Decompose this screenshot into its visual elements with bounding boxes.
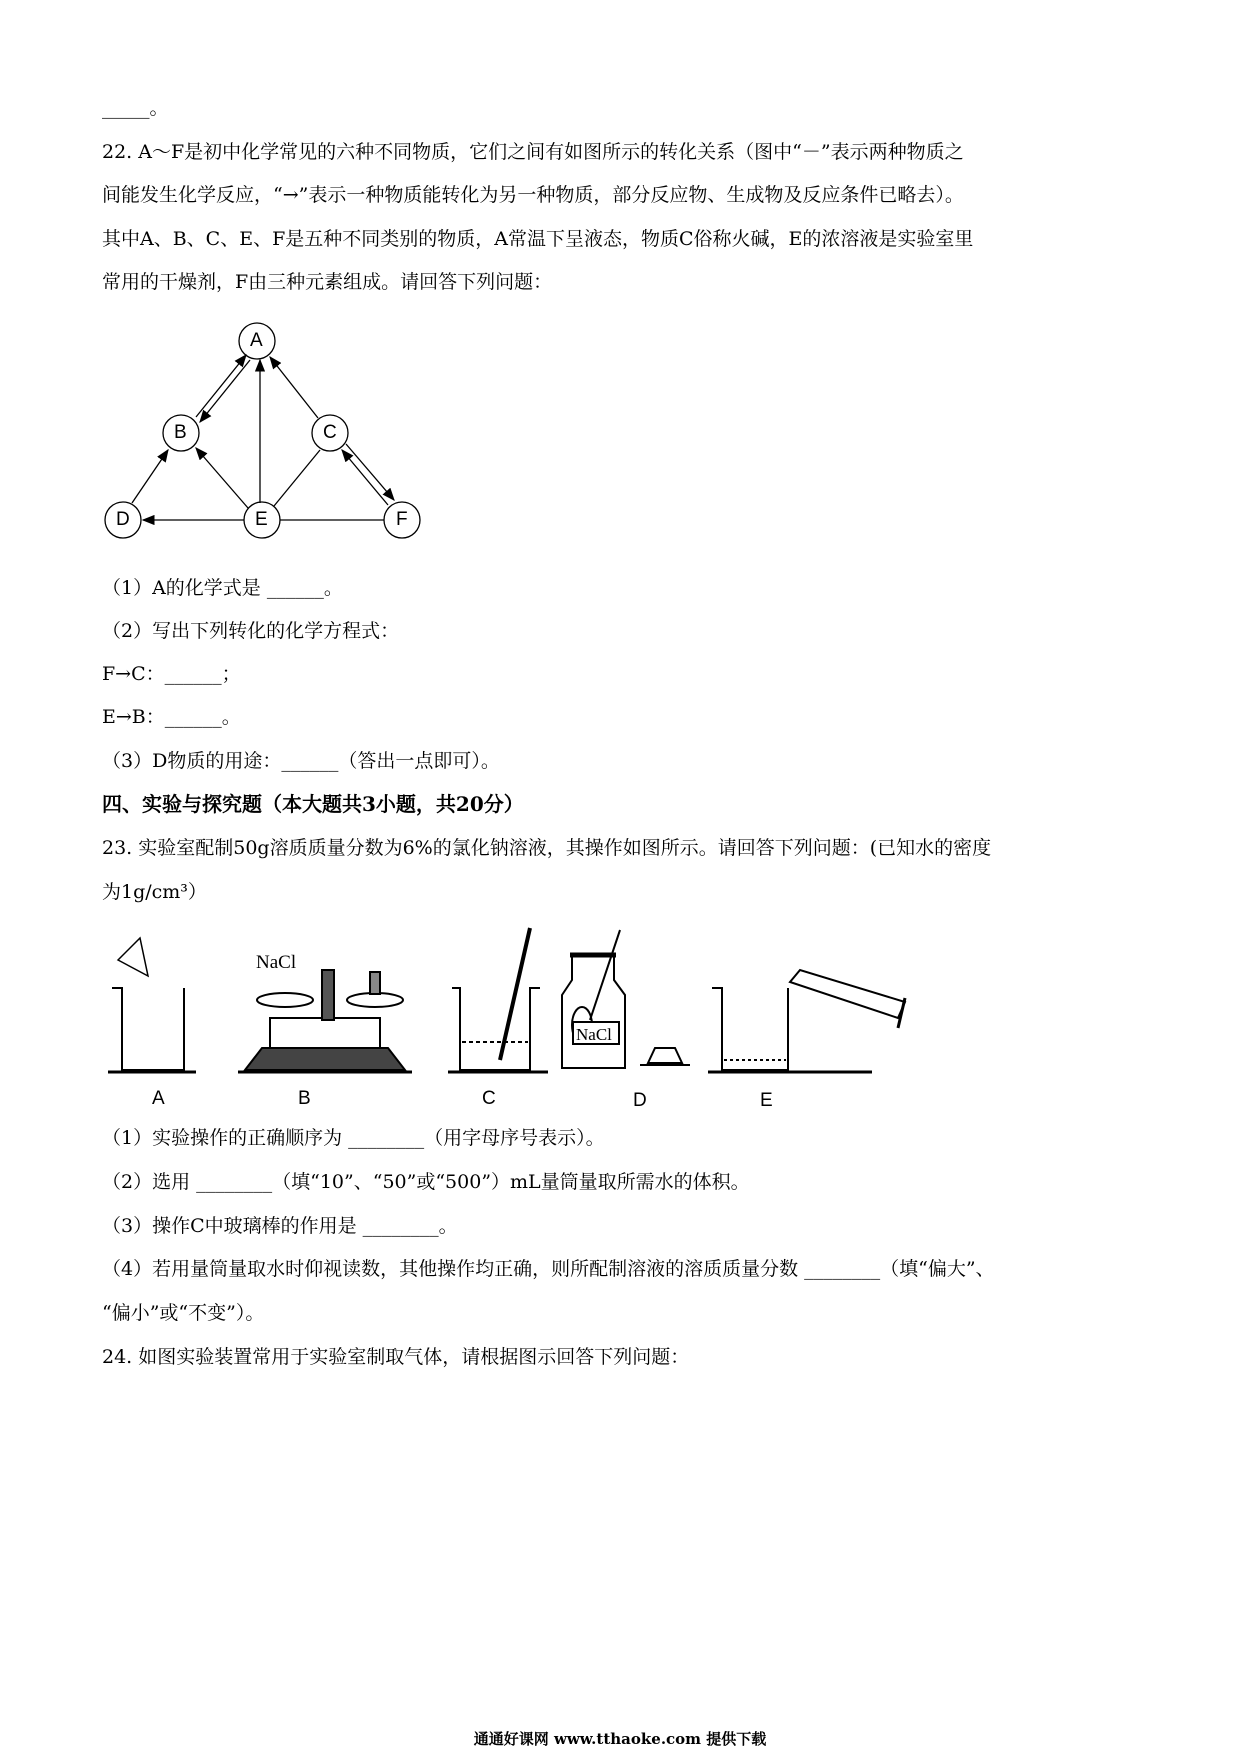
step-label-d: D <box>633 1090 647 1111</box>
text-line: 常用的干燥剂，F由三种元素组成。请回答下列问题： <box>102 271 553 293</box>
node-f: F <box>396 509 408 530</box>
section-heading: 四、实验与探究题（本大题共3小题，共20分） <box>102 792 524 816</box>
question-22-text: 22. A～F是初中化学常见的六种不同物质，它们之间有如图所示的转化关系（图中“－”表示两种物质之 <box>102 141 964 163</box>
question-23-4: （4）若用量筒量取水时仰视读数，其他操作均正确，则所配制溶液的溶质质量分数 ________（填“偏大”、 <box>102 1258 995 1280</box>
bottle-nacl-label: NaCl <box>576 1025 612 1044</box>
question-23-2: （2）选用 ________（填“10”、“50”或“500”）mL量筒量取所需水的体积。 <box>102 1171 750 1193</box>
lab-illustration <box>0 910 1240 1120</box>
question-22-2a: F→C：______； <box>102 663 241 685</box>
text-line: 为1g/cm³） <box>102 881 207 903</box>
step-label-c: C <box>482 1088 496 1109</box>
transformation-diagram <box>0 0 1240 600</box>
question-22-2b: E→B：______。 <box>102 706 241 728</box>
step-label-b: B <box>298 1088 311 1109</box>
question-23-text: 23. 实验室配制50g溶质质量分数为6%的氯化钠溶液，其操作如图所示。请回答下列问题：(已知水的密度 <box>102 837 992 859</box>
question-22-3: （3）D物质的用途：______（答出一点即可）。 <box>102 750 500 772</box>
node-d: D <box>116 509 130 530</box>
question-22-1: （1）A的化学式是 ______。 <box>102 577 343 599</box>
node-e: E <box>255 509 268 530</box>
text-line: 间能发生化学反应，“→”表示一种物质能转化为另一种物质，部分反应物、生成物及反应条件已略去）。 <box>102 184 964 206</box>
footer: 通通好课网 www.tthaoke.com 提供下载 <box>473 1730 767 1748</box>
node-c: C <box>323 422 337 443</box>
question-22-2: （2）写出下列转化的化学方程式： <box>102 620 400 642</box>
text-line: 其中A、B、C、E、F是五种不同类别的物质，A常温下呈液态，物质C俗称火碱，E的浓溶液是实验室里 <box>102 228 974 250</box>
step-label-e: E <box>760 1090 773 1111</box>
question-23-3: （3）操作C中玻璃棒的作用是 ________。 <box>102 1215 458 1237</box>
step-label-a: A <box>152 1088 165 1109</box>
question-24-text: 24. 如图实验装置常用于实验室制取气体，请根据图示回答下列问题： <box>102 1346 690 1368</box>
text-line: _____。 <box>102 97 169 119</box>
node-b: B <box>174 422 187 443</box>
nacl-label: NaCl <box>256 952 297 973</box>
text-line: “偏小”或“不变”）。 <box>102 1302 265 1324</box>
question-23-1: （1）实验操作的正确顺序为 ________（用字母序号表示）。 <box>102 1127 605 1149</box>
node-a: A <box>250 330 263 351</box>
